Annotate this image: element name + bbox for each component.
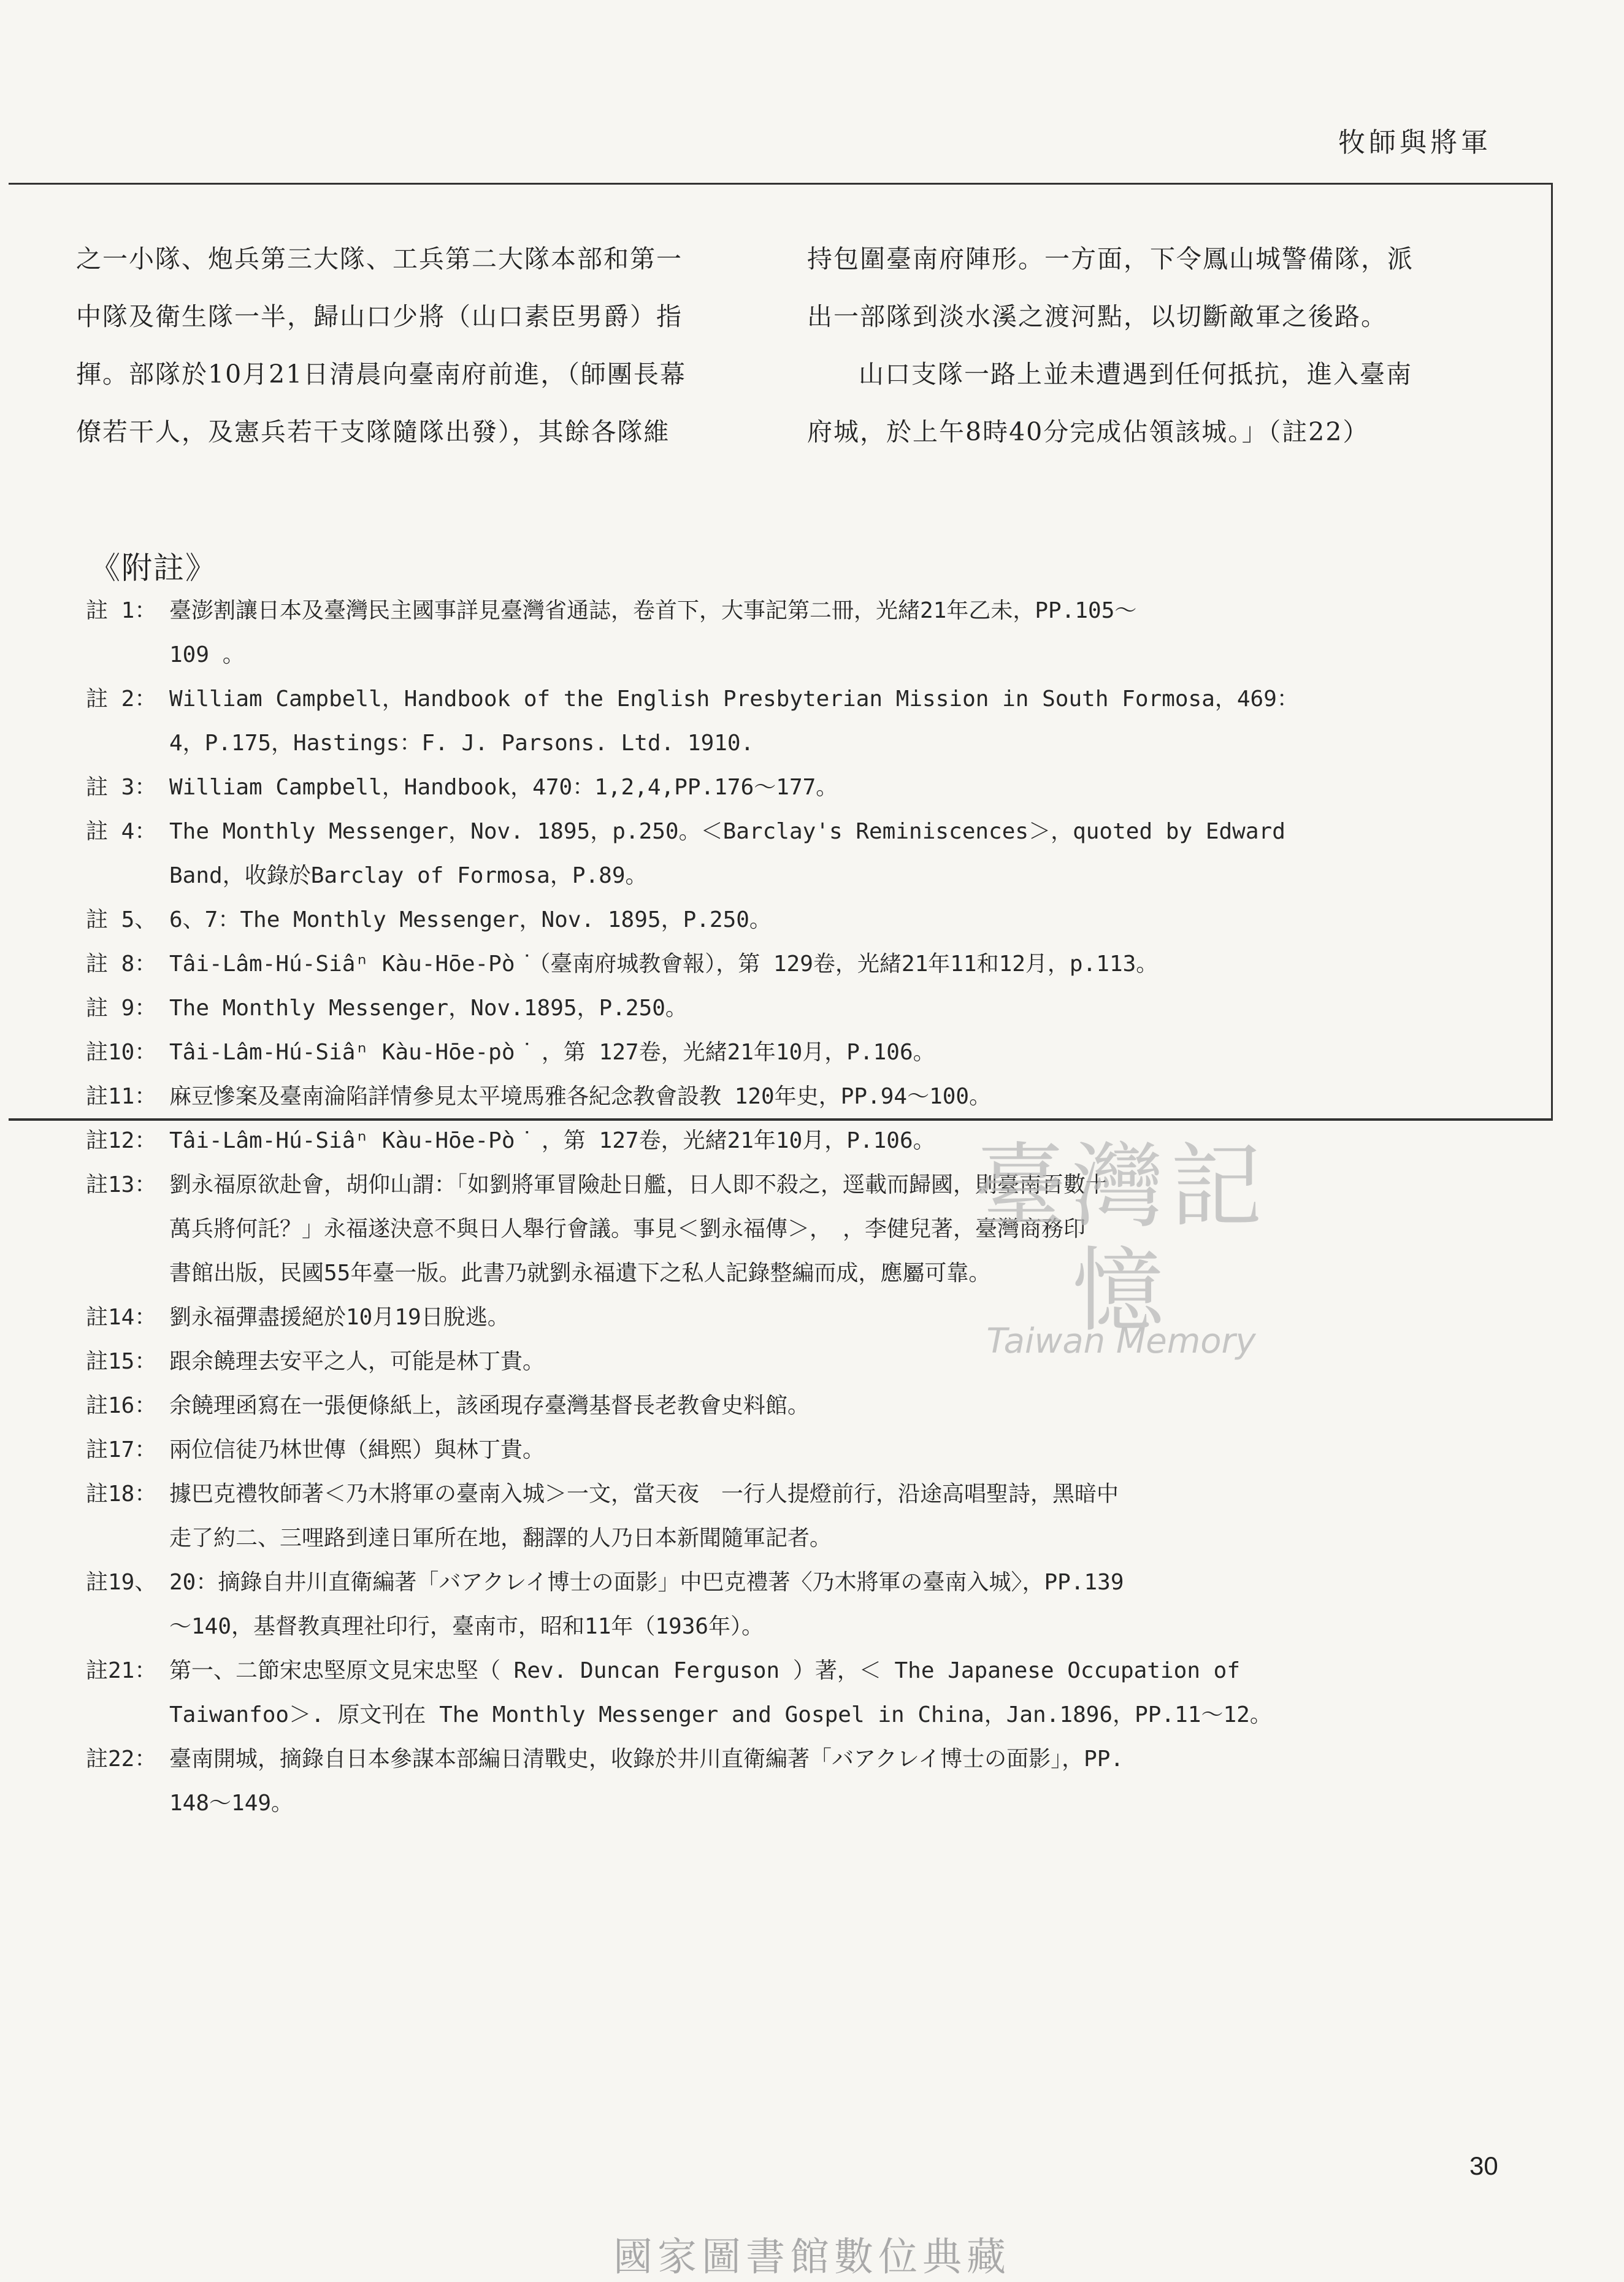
footnote-item — [86, 1163, 1521, 1296]
footnote-text — [169, 766, 1420, 810]
footnote-item — [86, 1472, 1521, 1561]
footnote-line: 4，P.175，Hastings：F. J. Parsons. Ltd. 1910. — [169, 731, 754, 756]
footnote-line: 書館出版，民國55年臺一版。此書乃就劉永福遺下之私人記錄整編而成，應屬可靠。 — [169, 1261, 991, 1286]
footnote-label: 註14： — [86, 1305, 157, 1330]
footnote-item — [86, 810, 1521, 898]
footnote-text — [169, 677, 1420, 766]
footnote-label: 註 5、 — [86, 907, 157, 932]
footnote-text — [169, 1119, 1420, 1163]
footnote-label: 註13： — [86, 1172, 157, 1197]
footnote-text — [169, 1737, 1420, 1826]
footnote-label: 註 8： — [86, 951, 157, 977]
footnote-text — [169, 1075, 1420, 1119]
footnote-line: 麻豆慘案及臺南淪陷詳情參見太平境馬雅各紀念教會設教 120年史，PP.94～100。 — [169, 1084, 992, 1109]
notes-heading: 《附註》 — [90, 550, 217, 586]
footnote-line: Tâi-Lâm-Hú-Siâⁿ Kàu-Hōe-Pò͘ ，第 127卷，光緒21年10月，P.106。 — [169, 1128, 935, 1153]
footnote-item — [86, 677, 1521, 766]
footnote-item — [86, 1649, 1521, 1737]
footnote-label: 註 9： — [86, 996, 157, 1021]
notes-list — [86, 589, 1521, 1826]
footnote-line: 走了約二、三哩路到達日軍所在地，翻譯的人乃日本新聞隨軍記者。 — [169, 1526, 832, 1551]
footnote-line: Band，收錄於Barclay of Formosa，P.89。 — [169, 863, 648, 888]
footnote-line: 兩位信徒乃林世傳（緝熙）與林丁貴。 — [169, 1437, 545, 1462]
footnote-label: 註22： — [86, 1746, 157, 1772]
footnote-label: 註 4： — [86, 819, 157, 844]
footnote-line: William Campbell，Handbook of the English Presbyterian Mission in South Formosa，469： — [169, 686, 1299, 712]
footnote-item — [86, 1340, 1521, 1384]
body-line: 山口支隊一路上並未遭遇到任何抵抗，進入臺南 — [859, 359, 1412, 389]
footnote-line: 第一、二節宋忠堅原文見宋忠堅（ Rev. Duncan Ferguson ）著，＜ The Japanese Occupation of — [169, 1658, 1241, 1683]
footnote-label: 註21： — [86, 1658, 157, 1683]
footnote-line: Tâi-Lâm-Hú-Siâⁿ Kàu-Hōe-Pò͘（臺南府城教會報），第 129卷，光緒21年11和12月，p.113。 — [169, 951, 1159, 977]
footnote-label: 註17： — [86, 1437, 157, 1462]
footnote-text — [169, 1649, 1420, 1737]
footnote-line: 據巴克禮牧師著＜乃木將軍の臺南入城＞一文，當天夜 一行人提燈前行，沿途高唱聖詩，黑暗中 — [169, 1481, 1119, 1507]
footnote-line: 109 。 — [169, 642, 245, 667]
footnote-label: 註 1： — [86, 598, 157, 623]
body-line: 之一小隊、炮兵第三大隊、工兵第二大隊本部和第一 — [76, 244, 683, 274]
footnote-text — [169, 1031, 1420, 1075]
footnote-line: William Campbell，Handbook，470：1,2,4,PP.176～177。 — [169, 775, 838, 800]
running-header-title: 牧師與將軍 — [1338, 127, 1492, 158]
footnote-label: 註12： — [86, 1128, 157, 1153]
footnote-line: Taiwanfoo＞. 原文刊在 The Monthly Messenger and Gospel in China，Jan.1896，PP.11～12。 — [169, 1702, 1272, 1727]
footnote-line: 臺南開城，摘錄自日本參謀本部編日清戰史，收錄於井川直衛編著「バアクレイ博士の面影」，PP. — [169, 1746, 1124, 1772]
footnote-line: 20：摘錄自井川直衛編著「バアクレイ博士の面影」中巴克禮著〈乃木將軍の臺南入城〉，PP.139 — [169, 1570, 1124, 1595]
footnote-line: ～140，基督教真理社印行，臺南市，昭和11年（1936年）。 — [169, 1614, 764, 1639]
footnote-item — [86, 986, 1521, 1031]
footnote-label: 註15： — [86, 1349, 157, 1374]
page-number: 30 — [1469, 2151, 1498, 2180]
footnote-text — [169, 942, 1420, 986]
footnote-item — [86, 1737, 1521, 1826]
body-column-right — [807, 230, 1488, 461]
footnote-item — [86, 766, 1521, 810]
footnote-line: 臺澎割讓日本及臺灣民主國事詳見臺灣省通誌，卷首下，大事記第二冊，光緒21年乙未，PP.105～ — [169, 598, 1137, 623]
body-column-left — [76, 230, 738, 461]
library-footer-stamp: 國家圖書館數位典藏 — [613, 2235, 1011, 2280]
footnote-text — [169, 1384, 1420, 1428]
footnote-line: The Monthly Messenger，Nov. 1895，p.250。＜Barclay's Reminiscences＞，quoted by Edward — [169, 819, 1285, 844]
footnote-text — [169, 810, 1420, 898]
footnote-line: Tâi-Lâm-Hú-Siâⁿ Kàu-Hōe-pò͘ ，第 127卷，光緒21年10月，P.106。 — [169, 1040, 935, 1065]
footnote-line: 跟余饒理去安平之人，可能是林丁貴。 — [169, 1349, 545, 1374]
footnote-text — [169, 1296, 1420, 1340]
footnote-item — [86, 1296, 1521, 1340]
footnote-label: 註10： — [86, 1040, 157, 1065]
footnote-label: 註 3： — [86, 775, 157, 800]
footnote-item — [86, 589, 1521, 677]
footnote-label: 註 2： — [86, 686, 157, 712]
footnote-line: The Monthly Messenger，Nov.1895，P.250。 — [169, 996, 688, 1021]
footnote-item — [86, 1561, 1521, 1649]
footnote-item — [86, 1075, 1521, 1119]
footnote-item — [86, 942, 1521, 986]
footnote-line: 萬兵將何託？」永福遂決意不與日人舉行會議。事見＜劉永福傳＞， ，李健兒著，臺灣商務印 — [169, 1216, 1086, 1242]
footnote-item — [86, 1384, 1521, 1428]
footnote-item — [86, 1428, 1521, 1472]
watermark-cn: 臺灣記憶 — [973, 1134, 1268, 1345]
footnote-text — [169, 1428, 1420, 1472]
body-line: 出一部隊到淡水溪之渡河點，以切斷敵軍之後路。 — [807, 302, 1387, 331]
footnote-text — [169, 986, 1420, 1031]
footnote-line: 6、7：The Monthly Messenger，Nov. 1895，P.250。 — [169, 907, 772, 932]
footnote-text — [169, 1472, 1420, 1561]
footnote-text — [169, 1163, 1420, 1296]
body-line: 僚若干人，及憲兵若干支隊隨隊出發），其餘各隊維 — [76, 417, 670, 447]
footnote-text — [169, 1340, 1420, 1384]
body-line: 持包圍臺南府陣形。一方面，下令鳳山城警備隊，派 — [807, 244, 1414, 274]
footnote-label: 註11： — [86, 1084, 157, 1109]
footnote-item — [86, 1119, 1521, 1163]
footnote-line: 劉永福彈盡援絕於10月19日脫逃。 — [169, 1305, 510, 1330]
footnote-line: 劉永福原欲赴會，胡仰山謂：「如劉將軍冒險赴日艦，日人即不殺之，逕載而歸國，則臺南百數十 — [169, 1172, 1108, 1197]
body-line: 揮。部隊於10月21日清晨向臺南府前進，（師團長幕 — [76, 359, 686, 389]
footnote-text — [169, 1561, 1420, 1649]
footnote-text — [169, 589, 1420, 677]
footnote-label: 註16： — [86, 1393, 157, 1418]
body-line: 府城，於上午8時40分完成佔領該城。」（註22） — [807, 417, 1369, 447]
footnote-label: 註18： — [86, 1481, 157, 1507]
watermark-en: Taiwan Memory — [986, 1321, 1256, 1361]
footnote-item — [86, 898, 1521, 942]
footnote-text — [169, 898, 1420, 942]
footnote-item — [86, 1031, 1521, 1075]
body-line: 中隊及衛生隊一半，歸山口少將（山口素臣男爵）指 — [76, 302, 683, 331]
footnote-line: 148～149。 — [169, 1791, 294, 1816]
footnote-label: 註19、 — [86, 1570, 157, 1595]
footnote-line: 余饒理函寫在一張便條紙上，該函現存臺灣基督長老教會史料館。 — [169, 1393, 810, 1418]
